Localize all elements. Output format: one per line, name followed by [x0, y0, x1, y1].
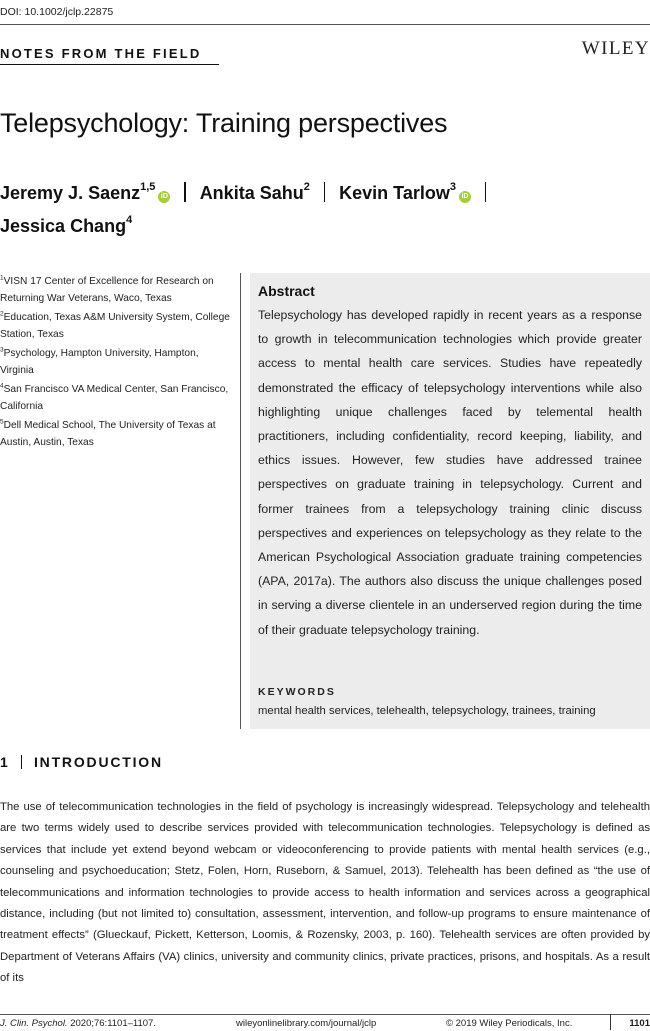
abstract-box	[250, 273, 650, 729]
affiliations	[0, 273, 232, 453]
author-tarlow[interactable]: Kevin Tarlow$^3$iD	[339, 183, 471, 203]
orcid-icon[interactable]: iD	[158, 191, 170, 203]
keywords-heading: KEYWORDS	[258, 686, 336, 698]
copyright: © 2019 Wiley Periodicals, Inc.	[446, 1018, 573, 1029]
doi-text: DOI: 10.1002/jclp.22875	[0, 6, 114, 18]
section-title: INTRODUCTION	[33, 754, 163, 770]
footer-rule	[0, 1014, 650, 1015]
page-footer	[0, 1018, 650, 1031]
affiliation-5: $^5$Dell Medical School, The University of Texas at Austin, Austin, Texas	[0, 418, 216, 448]
header-rule	[0, 24, 650, 25]
footer-divider	[610, 1014, 611, 1030]
abstract-heading: Abstract	[258, 283, 315, 299]
publisher-logo: WILEY	[581, 38, 650, 59]
journal-citation: J. Clin. Psychol. 2020;76:1101–1107.	[0, 1018, 156, 1029]
abstract-divider	[240, 273, 241, 729]
section-label-underline	[0, 64, 219, 65]
author-saenz[interactable]: Jeremy J. Saenz$^{1,5}$iD	[0, 183, 170, 203]
journal-url[interactable]: wileyonlinelibrary.com/journal/jclp	[236, 1018, 377, 1029]
introduction-text: The use of telecommunication technologies in the field of psychology is increasingly widespread. Telepsychology and telehealth are two terms widely used to describe services provided with telecommunication technologies. Telepsychology is defined as services that include yet extend beyond webcam or videoconferencing to provide patients with mental health services (e.g., counseling and psychoeducation; Stetz, Folen, Horn, Ruseborn, & Samuel, 2013). Telehealth has been defined as “the use of telecommunications and information technologies to provide access to health information and services across a geographical distance, including (but not limited to) consultation, assessment, intervention, and follow-up programs to ensure maintenance of treatment effects” (Glueckauf, Pickett, Ketterson, Loomis, & Rozensky, 2003, p. 160). Telehealth services are often provided by Department of Veterans Affairs (VA) clinics, university and community clinics, private practices, prisons, and hospitals. As a result of its	[0, 801, 650, 985]
affiliation-1: $^1$VISN 17 Center of Excellence for Research on Returning War Veterans, Waco, Texas	[0, 274, 214, 304]
heading-divider	[21, 755, 22, 769]
introduction-heading	[0, 754, 163, 770]
author-separator	[485, 182, 486, 202]
affiliation-3: $^3$Psychology, Hampton University, Hampton, Virginia	[0, 346, 199, 376]
author-sahu[interactable]: Ankita Sahu$^2$	[199, 181, 310, 203]
keywords-text: mental health services, telehealth, telepsychology, trainees, training	[258, 705, 596, 717]
section-label: NOTES FROM THE FIELD	[0, 46, 202, 61]
author-separator	[324, 182, 325, 202]
author-separator	[184, 182, 185, 202]
page-number: 1101	[629, 1018, 650, 1029]
affiliation-4: $^4$San Francisco VA Medical Center, San Francisco, California	[0, 382, 229, 412]
abstract-text: Telepsychology has developed rapidly in recent years as a response to growth in telecommunication technologies which provide greater access to mental health care services. Studies have repeatedly demonstrated the efficacy of telepsychology interventions while also highlighting unique challenges faced by telemental health practitioners, including confidentiality, record keeping, liability, and ethics issues. However, few studies have addressed trainee perspectives on graduate training in telepsychology. Current and former trainees from a telepsychology training clinic discuss perspectives and experiences on telepsychology as they relate to the American Psychological Association graduate training competencies (APA, 2017a). The authors also discuss the unique challenges posed in serving a diverse clientele in an underserved region during the time of their graduate telepsychology training.	[258, 308, 642, 637]
affiliation-2: $^2$Education, Texas A&M University System, College Station, Texas	[0, 310, 230, 340]
orcid-icon[interactable]: iD	[459, 191, 471, 203]
author-chang[interactable]: Jessica Chang$^4$	[0, 214, 133, 236]
author-list	[0, 177, 640, 243]
section-number: 1	[0, 754, 8, 770]
article-title: Telepsychology: Training perspectives	[0, 108, 448, 138]
